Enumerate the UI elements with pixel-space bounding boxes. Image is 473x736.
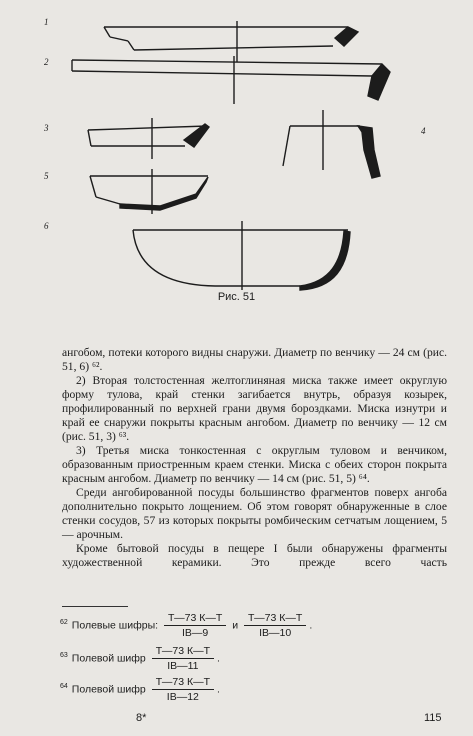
footnote-mark: 62 xyxy=(60,619,68,627)
fraction-denominator: IB—11 xyxy=(167,660,199,672)
footnote-63: $^{63}$ Полевой шифр $\frac{Т—73 К—Т}{IB—11}$ . xyxy=(60,645,220,672)
footnote-mark: 64 xyxy=(60,683,68,691)
fraction-denominator: IB—10 xyxy=(259,627,292,639)
figure-label-3: 3 xyxy=(44,123,49,133)
footnote-label: Полевые шифры: xyxy=(71,619,159,632)
figure-label-4: 4 xyxy=(421,126,426,136)
sherd-4-drawing xyxy=(283,110,380,178)
paragraph-2: 2) Вторая толстостенная желтоглиняная миска также имеет округлую форму тулова, край стенки загибается внутрь, образуя козырек, профилированный по верхней грани двумя бороздками. Миска изнутри и край ее снаружи покрыты красным ангобом. Диаметр по венчику — 12 см (рис. 51, 3) ⁶³. xyxy=(62,374,447,443)
figure-caption: Рис. 51 xyxy=(217,291,256,303)
paragraph-1: ангобом, потеки которого видны снаружи. Диаметр по венчику — 24 см (рис. 51, 6) ⁶². xyxy=(62,346,447,373)
footnote-64: $^{64}$ Полевой шифр $\frac{Т—73 К—Т}{IB—12}$ . xyxy=(60,676,220,703)
paragraph-3: 3) Третья миска тонкостенная с округлым туловом и венчиком, образованным приостренным краем стенки. Миска с обеих сторон покрыта красным ангобом. Диаметр по венчику — 14 см (рис. 51, 5) ⁶⁴. xyxy=(62,444,447,485)
paragraph-5: Кроме бытовой посуды в пещере I были обнаружены фрагменты художественной керамики. Это прежде всего часть xyxy=(62,542,447,569)
footnote-mark: 63 xyxy=(60,652,68,660)
paragraph-4: Среди ангобированной посуды большинство фрагментов поверх ангоба дополнительно покрыто лощением. Об этом говорят обнаруженные в слое стенки сосудов, 57 из которых покрыты ромбическим сетчатым лощением, 5 — арочным. xyxy=(62,486,447,541)
printer-signature: 8* xyxy=(136,712,147,724)
page-number: 115 xyxy=(424,712,442,724)
field-code-fraction xyxy=(164,612,226,639)
figure-label-2: 2 xyxy=(44,57,49,67)
sherd-3-drawing xyxy=(88,118,209,159)
sherd-6-drawing xyxy=(133,221,350,290)
sherd-1-drawing xyxy=(104,21,358,62)
field-code-fraction xyxy=(152,645,214,672)
fraction-numerator: Т—73 К—Т xyxy=(152,676,214,690)
fraction-denominator: IB—12 xyxy=(166,691,199,703)
fraction-denominator: IB—9 xyxy=(181,627,209,639)
field-code-fraction xyxy=(152,676,214,703)
figure-label-5: 5 xyxy=(44,171,49,181)
footnote-label: Полевой шифр xyxy=(71,652,146,665)
figure-label-6: 6 xyxy=(44,221,49,231)
figure-label-1: 1 xyxy=(44,17,49,27)
fraction-numerator: Т—73 К—Т xyxy=(244,612,306,626)
footnote-label: Полевой шифр xyxy=(71,683,146,696)
footnote-62: $^{62}$ Полевые шифры: $\frac{Т—73 К—Т}{IB—9}$ и $\frac{Т—73 К—Т}{IB—10}$ . xyxy=(60,612,313,639)
pottery-profiles-figure xyxy=(0,0,473,300)
body-text xyxy=(62,346,447,570)
footnote-joiner: и xyxy=(232,619,239,632)
field-code-fraction xyxy=(244,612,306,639)
sherd-2-drawing xyxy=(72,56,390,104)
sherd-5-drawing xyxy=(90,169,208,214)
footnote-divider xyxy=(62,606,128,607)
fraction-numerator: Т—73 К—Т xyxy=(152,645,214,659)
fraction-numerator: Т—73 К—Т xyxy=(164,612,226,626)
